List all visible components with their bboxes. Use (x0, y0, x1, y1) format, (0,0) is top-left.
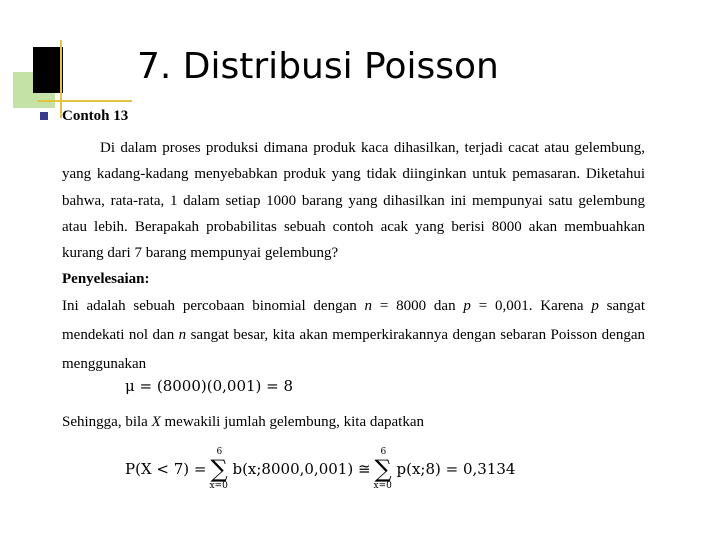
solution-label: Penyelesaian: (62, 271, 150, 287)
decorative-horizontal-line (37, 100, 132, 102)
binomial-term: b(x;8000,0,001) ≅ (232, 460, 371, 478)
summation-2: 6 ∑ x=0 (373, 447, 392, 491)
sigma-icon: ∑ (210, 455, 228, 483)
probability-lhs: P(X < 7) = (125, 460, 207, 478)
poisson-term: p(x;8) = 0,3134 (396, 460, 516, 478)
problem-text: Di dalam proses produksi dimana produk kaca dihasilkan, terjadi cacat atau gelembung, yang kadang-kadang menyebabkan produk yang tidak diinginkan untuk pemasaran. Diketahui bahwa, rata-rata, 1 dalam setiap 1000 barang yang dihasilkan ini mempunyai satu gelembung atau lebih. Berapakah probabilitas sebuah contoh acak yang berisi 8000 akan membuahkan kurang dari 7 barang mempunyai gelembung? (62, 140, 645, 262)
slide-title: 7. Distribusi Poisson (137, 46, 499, 87)
conclusion-text: Sehingga, bila X mewakili jumlah gelembung, kita dapatkan (62, 414, 425, 430)
bullet-square-icon (40, 112, 48, 120)
mu-equation: μ = (8000)(0,001) = 8 (125, 377, 294, 395)
example-label: Contoh 13 (62, 108, 129, 124)
summation-1: 6 ∑ x=0 (209, 447, 228, 491)
probability-equation (125, 447, 516, 491)
decorative-black-square (33, 47, 63, 93)
sigma-icon: ∑ (374, 455, 392, 483)
solution-intro: Ini adalah sebuah percobaan binomial dengan n = 8000 dan p = 0,001. Karena p sangat mendekati nol dan n sangat besar, kita akan memperkirakannya dengan sebaran Poisson dengan menggunakan (62, 298, 645, 372)
